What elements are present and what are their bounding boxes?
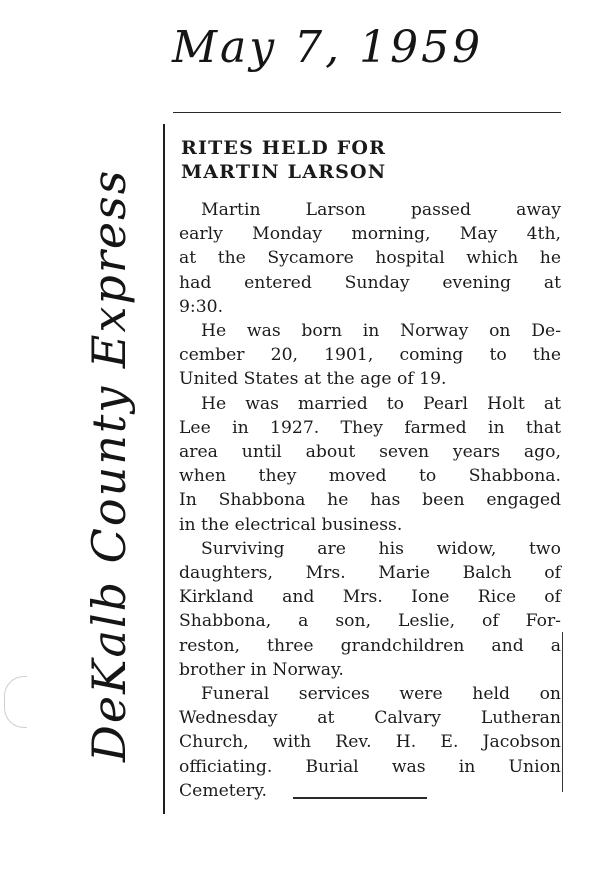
clipping-right-rule [562,632,563,792]
article-line: had entered Sunday evening at [179,272,561,293]
article-line: cember 20, 1901, coming to the [179,345,561,366]
article-line: officiating. Burial was in Union [179,756,561,777]
article-line: Surviving are his widow, two [201,538,561,559]
article-end-rule [293,797,427,799]
article-line: In Shabbona he has been engaged [179,490,561,511]
article-line: Lee in 1927. They farmed in that [179,417,561,438]
article-line: Kirkland and Mrs. Ione Rice of [179,587,561,608]
article-line: He was married to Pearl Holt at [201,393,561,414]
article-headline [181,136,386,184]
handwritten-date: May 7, 1959 [172,22,484,73]
article-line: at the Sycamore hospital which he [179,248,561,269]
article-line: Cemetery. [179,780,267,801]
article-line: daughters, Mrs. Marie Balch of [179,563,561,584]
article-line: early Monday morning, May 4th, [179,224,561,245]
article-line: Funeral services were held on [201,684,561,705]
article-line: Church, with Rev. H. E. Jacobson [179,732,561,753]
article-line: Shabbona, a son, Leslie, of For- [179,611,561,632]
article-line: brother in Norway. [179,659,344,680]
article-line: in the electrical business. [179,514,403,535]
article-line: He was born in Norway on De- [201,321,561,342]
article-line: reston, three grandchildren and a [179,635,561,656]
article-line: United States at the age of 19. [179,369,447,390]
clipping-top-rule [173,112,561,113]
clipping-left-rule [163,124,165,814]
article-line: 9:30. [179,296,224,317]
article-line: when they moved to Shabbona. [179,466,561,487]
newspaper-clipping [163,112,567,812]
article-line: Martin Larson passed away [201,200,561,220]
headline-line-2: MARTIN LARSON [181,161,387,183]
handwritten-source-note: DeKalb County Express [82,168,136,762]
article-line: Wednesday at Calvary Lutheran [179,708,561,729]
article-line: area until about seven years ago, [179,442,561,463]
scan-margin-mark [4,676,27,728]
headline-line-1: RITES HELD FOR [181,137,387,159]
article-body [179,198,561,803]
